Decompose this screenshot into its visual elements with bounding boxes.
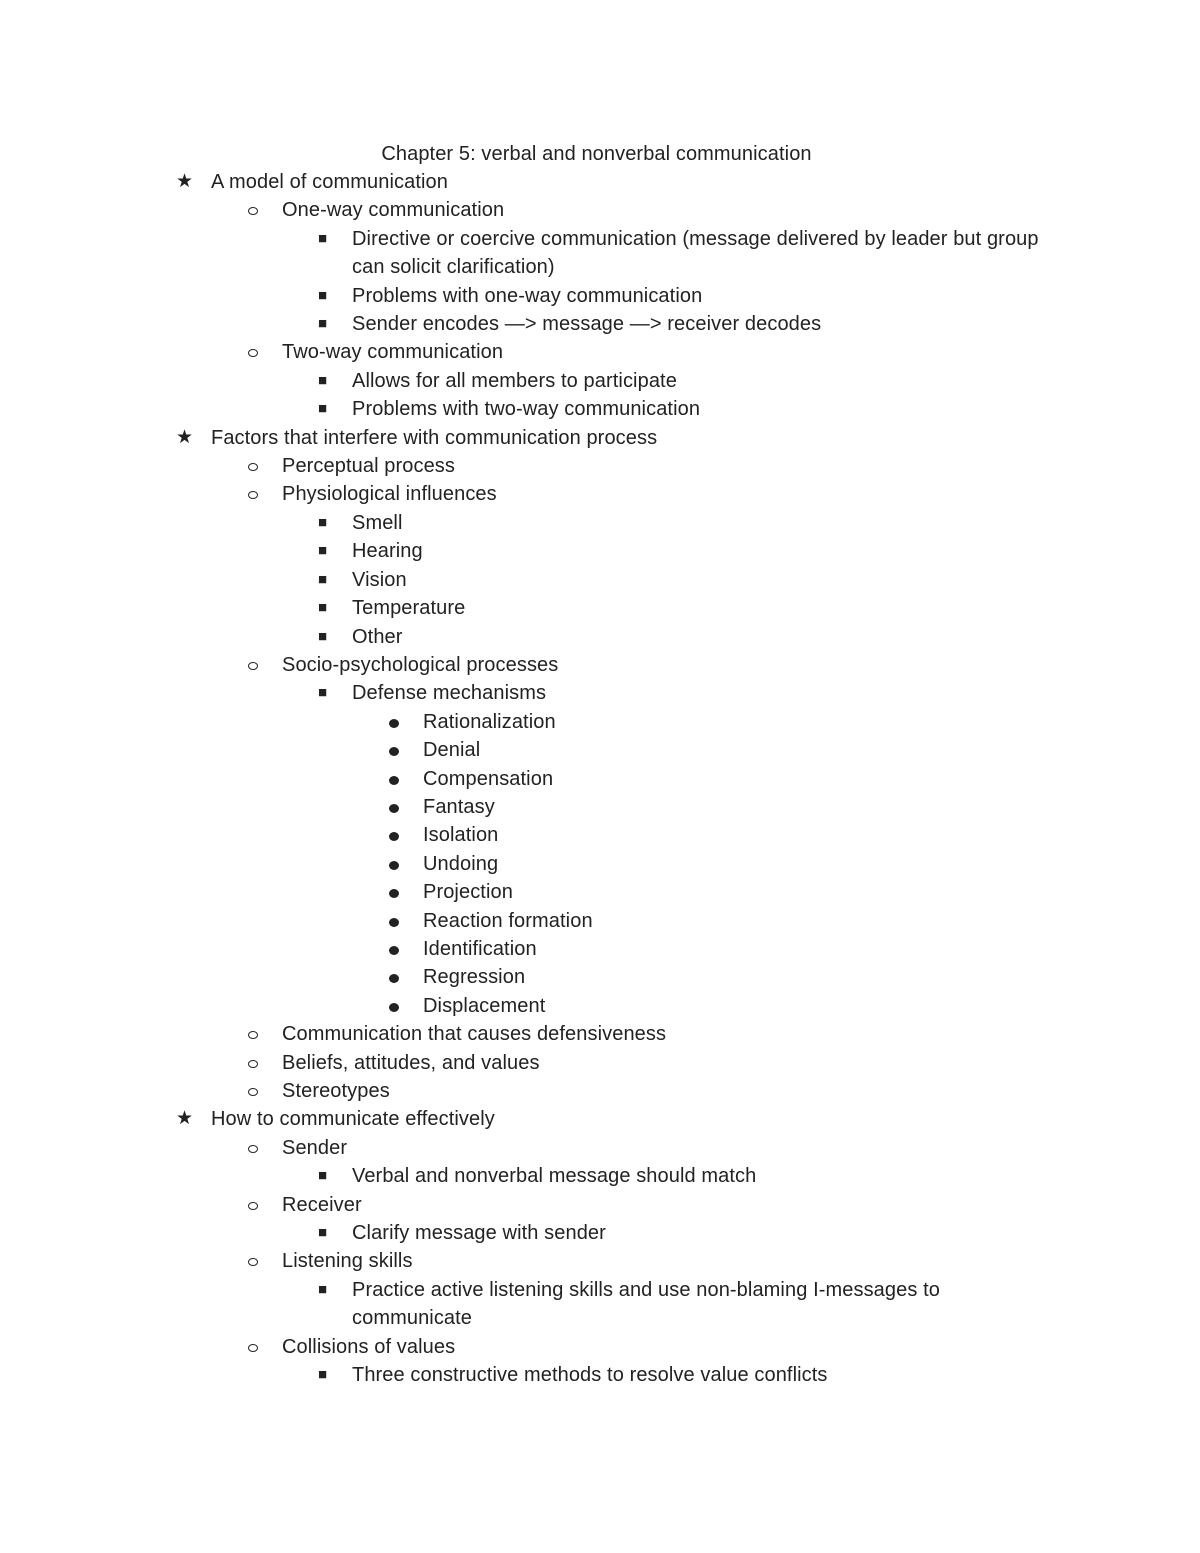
list-item-text: Defense mechanisms: [352, 682, 547, 705]
list-item-text: Two-way communication: [282, 341, 504, 364]
hollow-circle-bullet-icon: [248, 1049, 258, 1077]
list-item-text: Factors that interfere with communication process: [211, 426, 658, 449]
list-item-text: Receiver: [282, 1193, 362, 1216]
list-item-text: One-way communication: [282, 199, 505, 222]
list-item-level-0: [0, 424, 1041, 452]
list-item-text: Projection: [423, 881, 513, 904]
square-bullet-icon: ■: [318, 599, 328, 617]
list-item-level-1: [0, 1191, 1042, 1219]
hollow-circle-bullet-icon: [248, 480, 258, 508]
hollow-circle-bullet-icon: [248, 1333, 258, 1361]
list-item-text: Undoing: [423, 852, 499, 875]
list-item-text: Displacement: [423, 994, 546, 1017]
list-item-level-1: [0, 1077, 1042, 1105]
square-bullet-icon: ■: [318, 371, 328, 389]
hollow-circle-bullet-icon: [248, 1020, 258, 1048]
filled-circle-bullet-icon: [389, 963, 399, 991]
list-item-text: Verbal and nonverbal message should match: [352, 1165, 757, 1188]
star-bullet-icon: ★: [176, 1108, 194, 1130]
hollow-circle-bullet-icon: [248, 452, 258, 480]
list-item-text: Rationalization: [423, 710, 556, 733]
list-item-text: Smell: [352, 511, 403, 534]
list-item-level-2: [0, 509, 1042, 537]
hollow-circle-bullet-icon: [248, 651, 258, 679]
square-bullet-icon: ■: [318, 627, 328, 645]
list-item-text: Listening skills: [282, 1250, 413, 1273]
list-item-level-1: [0, 338, 1042, 366]
list-item-level-2: [0, 1219, 1042, 1247]
filled-circle-bullet-icon: [389, 708, 399, 736]
list-item-level-3: [0, 878, 1043, 906]
filled-circle-bullet-icon: [389, 935, 399, 963]
list-item-level-2: [0, 594, 1042, 622]
list-item-level-0: [0, 168, 1041, 196]
list-item-level-1: [0, 1134, 1042, 1162]
square-bullet-icon: ■: [318, 542, 328, 560]
square-bullet-icon: ■: [318, 513, 328, 531]
filled-circle-bullet-icon: [389, 765, 399, 793]
list-item-text: Hearing: [352, 540, 423, 563]
list-item-text: Identification: [423, 937, 537, 960]
hollow-circle-bullet-icon: [248, 338, 258, 366]
square-bullet-icon: ■: [318, 1280, 328, 1298]
list-item-text: Communication that causes defensiveness: [282, 1023, 667, 1046]
list-item-text: Other: [352, 625, 403, 648]
list-item-text: Sender: [282, 1136, 348, 1159]
list-item-text: Fantasy: [423, 795, 495, 818]
list-item-text: A model of communication: [211, 171, 448, 193]
square-bullet-icon: ■: [318, 400, 328, 418]
filled-circle-bullet-icon: [389, 992, 399, 1020]
list-item-level-3: [0, 992, 1043, 1020]
list-item-level-3: [0, 963, 1043, 991]
list-item-text: Directive or coercive communication (message delivered by leader but group can solicit clarification): [352, 227, 1039, 279]
list-item-level-2: [0, 395, 1042, 423]
list-item-text: Regression: [423, 966, 526, 989]
square-bullet-icon: ■: [318, 1366, 328, 1384]
square-bullet-icon: ■: [318, 1224, 328, 1242]
list-item-text: Problems with two-way communication: [352, 398, 701, 421]
list-item-text: Clarify message with sender: [352, 1222, 606, 1245]
list-item-level-3: [0, 821, 1043, 849]
list-item-text: Compensation: [423, 767, 554, 790]
filled-circle-bullet-icon: [389, 821, 399, 849]
list-item-level-2: [0, 367, 1042, 395]
list-item-level-2: [0, 282, 1042, 310]
list-item-level-2: [0, 537, 1042, 565]
list-item-level-2: [0, 1162, 1042, 1190]
list-item-level-3: [0, 765, 1043, 793]
list-item-level-3: [0, 736, 1043, 764]
page-title: Chapter 5: verbal and nonverbal communication: [381, 143, 812, 165]
list-item-text: Temperature: [352, 597, 466, 620]
square-bullet-icon: ■: [318, 315, 328, 333]
star-bullet-icon: ★: [176, 426, 194, 448]
hollow-circle-bullet-icon: [248, 1247, 258, 1275]
hollow-circle-bullet-icon: [248, 1191, 258, 1219]
square-bullet-icon: ■: [318, 570, 328, 588]
list-item-text: How to communicate effectively: [211, 1108, 495, 1131]
filled-circle-bullet-icon: [389, 878, 399, 906]
list-item-level-0: [0, 1105, 1041, 1133]
list-item-level-3: [0, 708, 1043, 736]
list-item-text: Denial: [423, 739, 481, 762]
square-bullet-icon: ■: [318, 286, 328, 304]
list-item-level-1: [0, 480, 1042, 508]
bulleted-outline: [0, 168, 1200, 1389]
list-item-text: Allows for all members to participate: [352, 369, 677, 392]
list-item-text: Stereotypes: [282, 1080, 390, 1102]
list-item-level-3: [0, 793, 1043, 821]
list-item-text: Beliefs, attitudes, and values: [282, 1051, 540, 1074]
list-item-level-2: [0, 679, 1042, 707]
list-item-text: Socio-psychological processes: [282, 653, 559, 676]
list-item-text: Practice active listening skills and use non-blaming I-messages to communicate: [352, 1278, 940, 1330]
list-item-text: Perceptual process: [282, 455, 456, 478]
list-item-text: Sender encodes —> message —> receiver decodes: [352, 313, 822, 336]
list-item-text: Isolation: [423, 824, 499, 847]
list-item-text: Reaction formation: [423, 909, 593, 932]
list-item-text: Collisions of values: [282, 1335, 456, 1358]
hollow-circle-bullet-icon: [248, 1134, 258, 1162]
star-bullet-icon: ★: [176, 171, 194, 192]
list-item-level-2: [0, 566, 1042, 594]
hollow-circle-bullet-icon: [248, 196, 258, 224]
list-item-level-1: [0, 1247, 1042, 1275]
square-bullet-icon: ■: [318, 229, 328, 247]
list-item-level-3: [0, 935, 1043, 963]
list-item-level-1: [0, 1020, 1042, 1048]
filled-circle-bullet-icon: [389, 793, 399, 821]
list-item-level-2: [0, 1361, 1042, 1389]
square-bullet-icon: ■: [318, 1167, 328, 1185]
list-item-level-2: [0, 310, 1042, 338]
hollow-circle-bullet-icon: [248, 1077, 258, 1105]
list-item-level-2: [0, 1276, 1042, 1333]
list-item-level-3: [0, 850, 1043, 878]
list-item-level-2: [0, 225, 1042, 282]
list-item-level-1: [0, 1049, 1042, 1077]
list-item-text: Vision: [352, 568, 407, 591]
list-item-level-3: [0, 907, 1043, 935]
list-item-level-1: [0, 1333, 1042, 1361]
list-item-level-1: [0, 196, 1042, 224]
list-item-level-1: [0, 651, 1042, 679]
list-item-level-1: [0, 452, 1042, 480]
filled-circle-bullet-icon: [389, 850, 399, 878]
filled-circle-bullet-icon: [389, 907, 399, 935]
square-bullet-icon: ■: [318, 684, 328, 702]
list-item-text: Problems with one-way communication: [352, 284, 703, 307]
list-item-level-2: [0, 623, 1042, 651]
list-item-text: Three constructive methods to resolve value conflicts: [352, 1364, 828, 1387]
filled-circle-bullet-icon: [389, 736, 399, 764]
list-item-text: Physiological influences: [282, 483, 497, 506]
